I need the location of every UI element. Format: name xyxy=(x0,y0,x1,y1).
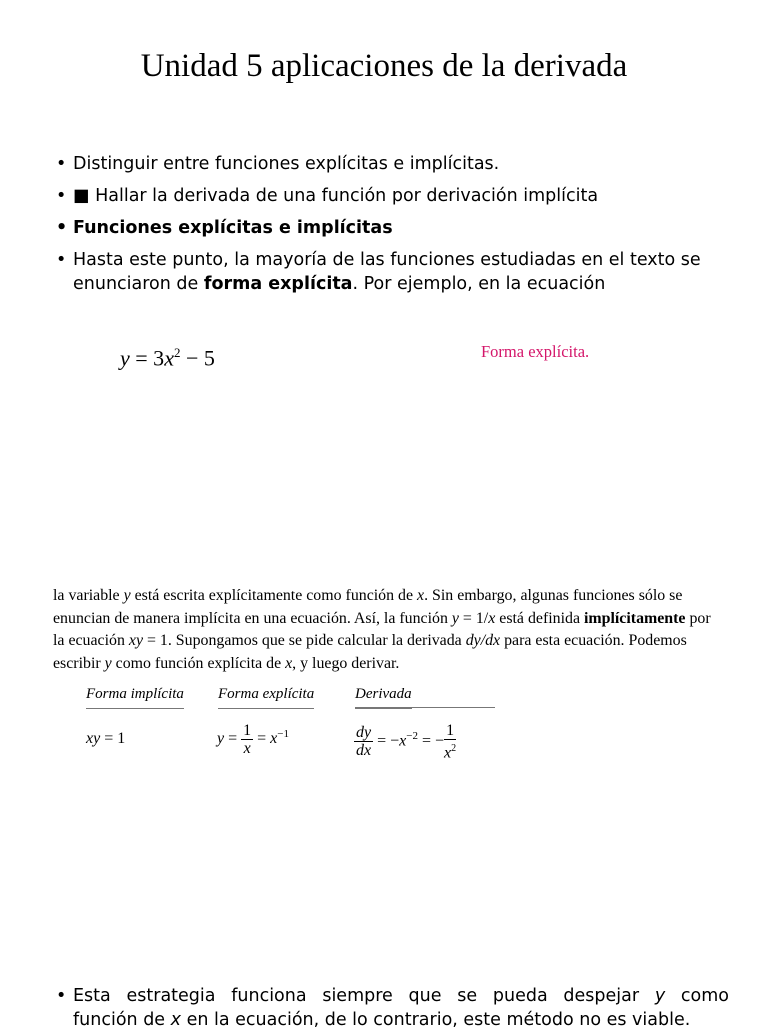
explicit-form-cell: y = $\frac{1}{x}$ = $x^{-1}$ xyxy=(217,722,289,757)
bottom-bullet-line2: función de x en la ecuación, de lo contrario, este método no es viable. xyxy=(73,1010,691,1030)
table-rule xyxy=(355,707,495,708)
bold-term: implícitamente xyxy=(583,609,686,627)
explicit-equation: $y = 3x^2 - 5$ xyxy=(120,345,215,371)
derivative-cell: $\frac{dy}{dx}$ = $-x^{-2}$ = − $\frac{1}{x^2}$ xyxy=(356,722,457,762)
implicit-form-cell: xy = 1 xyxy=(86,730,126,747)
body-paragraph: la variable y está escrita explícitamente como función de x. Sin embargo, algunas funciones sólo se enuncian de manera implícita en una ecuación. Así, la función y = 1/x está definida implícitamente por la ecuación xy = 1. Supongamos que se pide calcular la derivada dy/dx para esta ecuación. Podemos escribir y como función explícita de x, y luego derivar. xyxy=(53,587,711,672)
table-header-derivative: Derivada xyxy=(355,686,412,709)
bullet-item: • Distinguir entre funciones explícitas e implícitas. xyxy=(56,152,706,176)
bottom-bullet: • Esta estrategia funciona siempre que se pueda despejar y como xyxy=(56,984,729,1008)
bullet-item: • Hasta este punto, la mayoría de las funciones estudiadas en el texto se enunciaron de forma explícita. Por ejemplo, en la ecuación xyxy=(56,248,706,296)
explicit-form-label: Forma explícita. xyxy=(481,342,590,361)
table-header-explicit: Forma explícita xyxy=(218,686,314,709)
bullet-item: • Funciones explícitas e implícitas xyxy=(56,216,706,240)
table-header-implicit: Forma implícita xyxy=(86,686,184,709)
page-title: Unidad 5 aplicaciones de la derivada xyxy=(140,48,628,84)
bullet-list xyxy=(56,152,706,304)
bold-term: forma explícita xyxy=(203,274,353,294)
bullet-item: • ■ Hallar la derivada de una función por derivación implícita xyxy=(56,184,706,208)
